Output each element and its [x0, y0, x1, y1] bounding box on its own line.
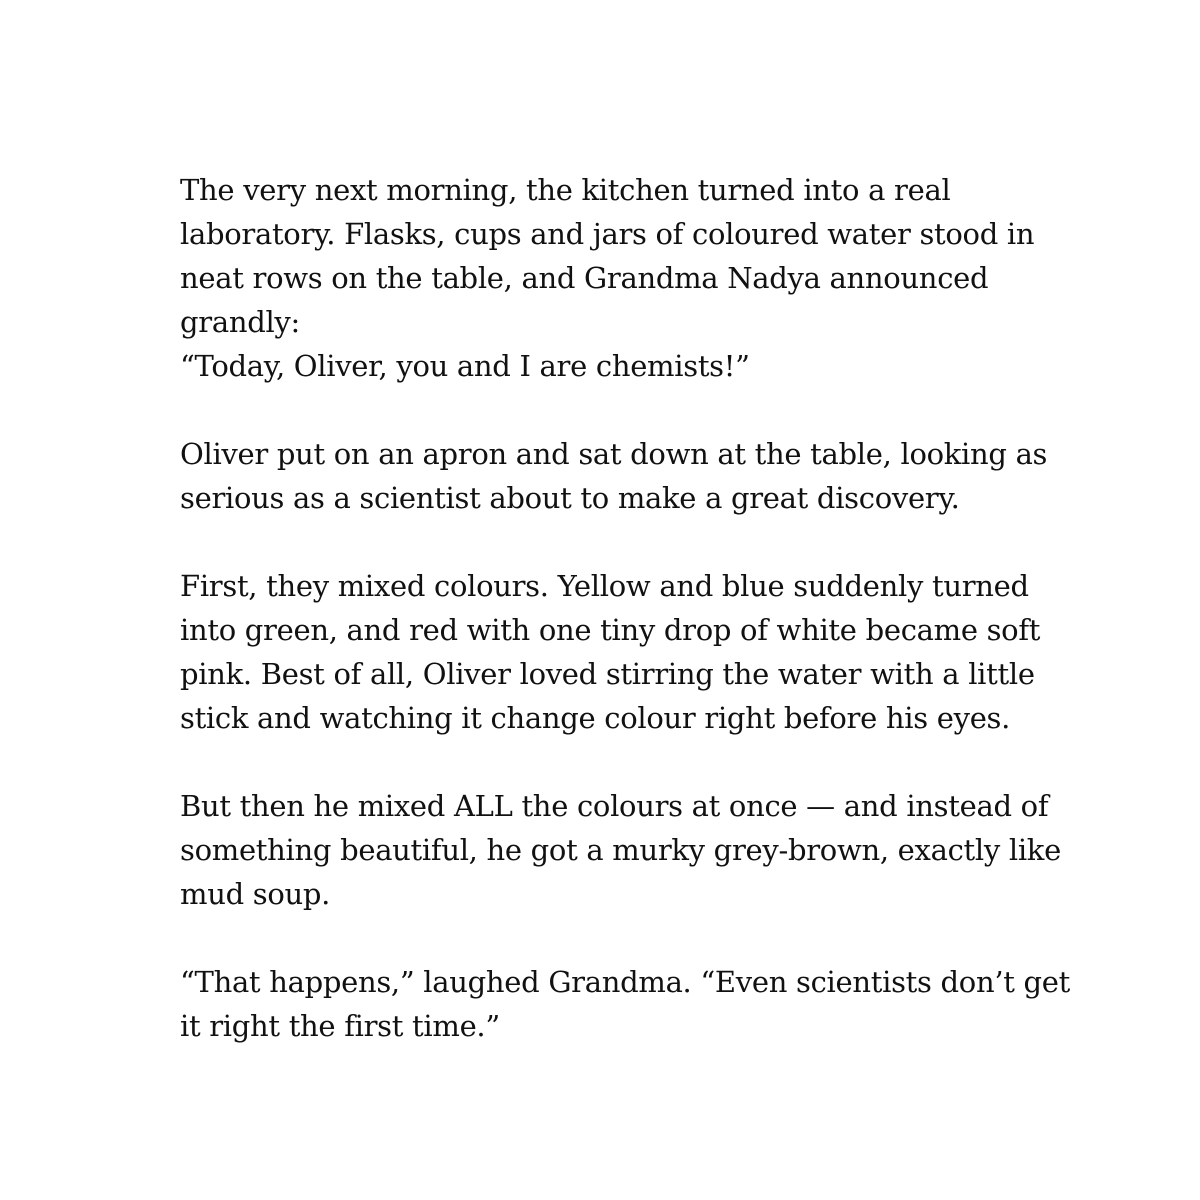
- paragraph-mixing-colours: [180, 564, 1080, 740]
- text-line: laboratory. Flasks, cups and jars of coloured water stood in: [180, 217, 1035, 251]
- text-line: “Today, Oliver, you and I are chemists!”: [180, 349, 750, 383]
- text-line: grandly:: [180, 305, 300, 339]
- text-line: pink. Best of all, Oliver loved stirring the water with a little: [180, 657, 1035, 691]
- paragraph-kitchen-laboratory: [180, 168, 1080, 388]
- text-line: But then he mixed ALL the colours at once — and instead of: [180, 789, 1049, 823]
- text-line: “That happens,” laughed Grandma. “Even scientists don’t get: [180, 965, 1071, 999]
- text-line: into green, and red with one tiny drop of white became soft: [180, 613, 1041, 647]
- text-line: serious as a scientist about to make a great discovery.: [180, 481, 960, 515]
- text-line: First, they mixed colours. Yellow and blue suddenly turned: [180, 569, 1029, 603]
- text-line: something beautiful, he got a murky grey-brown, exactly like: [180, 833, 1061, 867]
- text-line: Oliver put on an apron and sat down at the table, looking as: [180, 437, 1048, 471]
- story-text: [180, 168, 1080, 1048]
- text-line: neat rows on the table, and Grandma Nadya announced: [180, 261, 989, 295]
- text-line: The very next morning, the kitchen turned into a real: [180, 173, 951, 207]
- text-line: stick and watching it change colour right before his eyes.: [180, 701, 1011, 735]
- paragraph-mud-soup: [180, 784, 1080, 916]
- paragraph-grandma-laughs: [180, 960, 1080, 1048]
- text-line: it right the first time.”: [180, 1009, 500, 1043]
- text-line: mud soup.: [180, 877, 331, 911]
- paragraph-apron: [180, 432, 1080, 520]
